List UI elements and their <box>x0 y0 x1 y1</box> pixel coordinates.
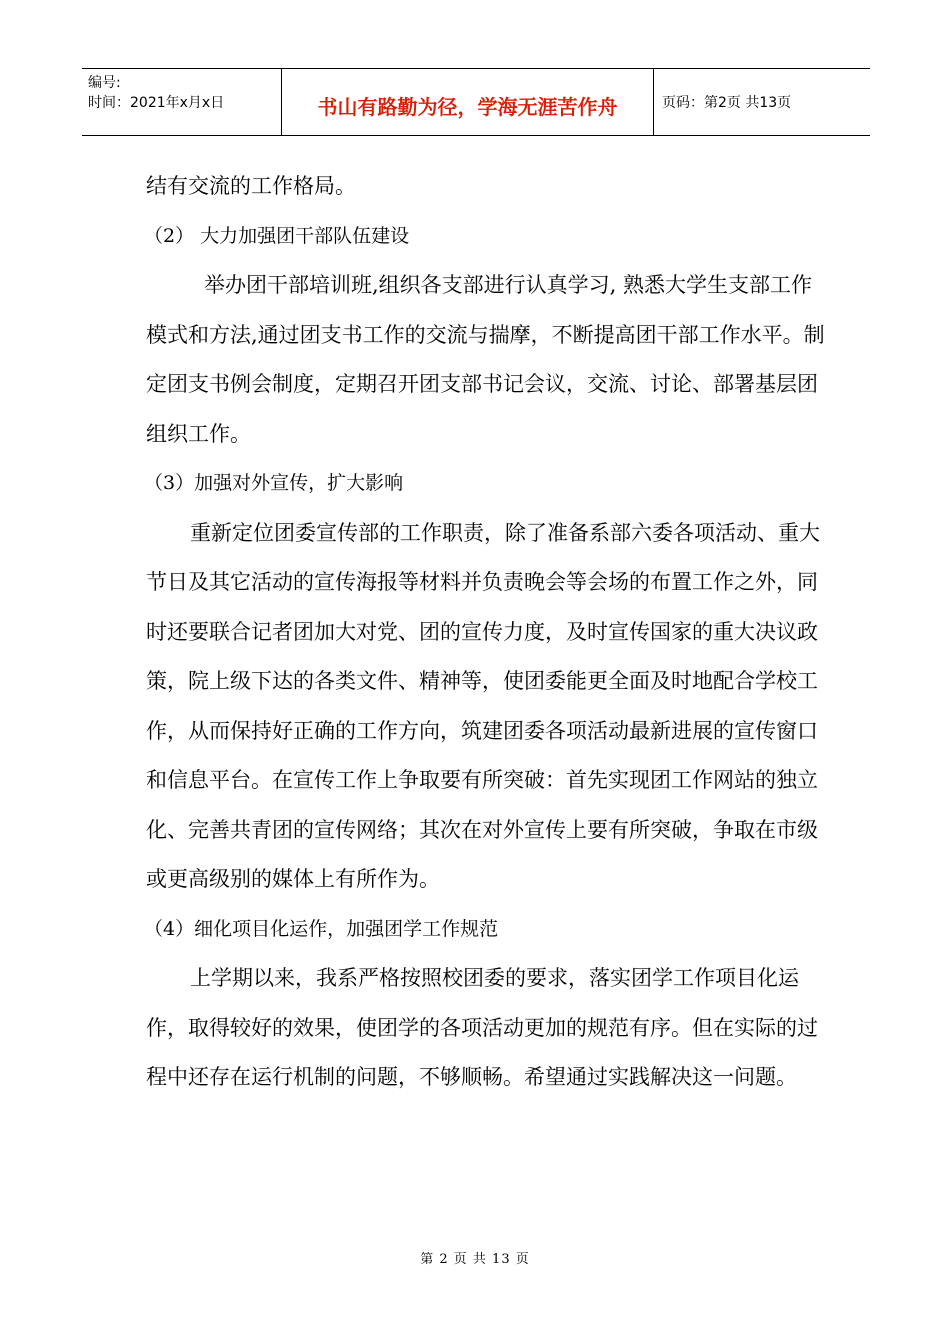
section-heading-4: （4）细化项目化运作，加强团学工作规范 <box>144 917 499 940</box>
paragraph-section-3: 重新定位团委宣传部的工作职责，除了准备系部六委各项活动、重大节日及其它活动的宣传海报等材料并负责晚会等会场的布置工作之外，同时还要联合记者团加大对党、团的宣传力度，及时宣传国家的重大决议政策，院上级下达的各类文件、精神等，使团委能更全面及时地配合学校工作，从而保持好正确的工作方向，筑建团委各项活动最新进展的宣传窗口和信息平台。在宣传工作上争取要有所突破：首先实现团工作网站的独立化、完善共青团的宣传网络；其次在对外宣传上要有所突破，争取在市级或更高级别的媒体上有所作为。 <box>146 520 820 891</box>
document-number-label: 编号: <box>88 75 121 91</box>
paragraph-continuation: 结有交流的工作格局。 <box>146 174 356 198</box>
document-date: 时间：2021年x月x日 <box>88 95 225 111</box>
header-page-cell <box>654 69 870 135</box>
header-motto: 书山有路勤为径，学海无涯苦作舟 <box>317 94 618 119</box>
page-footer <box>0 1248 950 1267</box>
document-body <box>146 162 826 1103</box>
footer-page-number: 第 2 页 共 13 页 <box>420 1252 530 1267</box>
section-heading-2: （2） 大力加强团干部队伍建设 <box>144 224 410 247</box>
paragraph-section-4: 上学期以来，我系严格按照校团委的要求，落实团学工作项目化运作，取得较好的效果，使团学的各项活动更加的规范有序。但在实际的过程中还存在运行机制的问题，不够顺畅。希望通过实践解决这一问题。 <box>146 966 818 1089</box>
header-page-info: 页码：第2页 共13页 <box>662 95 792 111</box>
paragraph-section-2: 举办团干部培训班,组织各支部进行认真学习, 熟悉大学生支部工作模式和方法,通过团支书工作的交流与揣摩，不断提高团干部工作水平。制定团支书例会制度，定期召开团支部书记会议，交流、讨论、部署基层团组织工作。 <box>146 273 825 446</box>
section-heading-3: （3）加强对外宣传，扩大影响 <box>144 472 404 494</box>
document-header <box>82 68 870 136</box>
header-motto-cell <box>282 69 654 135</box>
header-meta <box>82 69 282 135</box>
